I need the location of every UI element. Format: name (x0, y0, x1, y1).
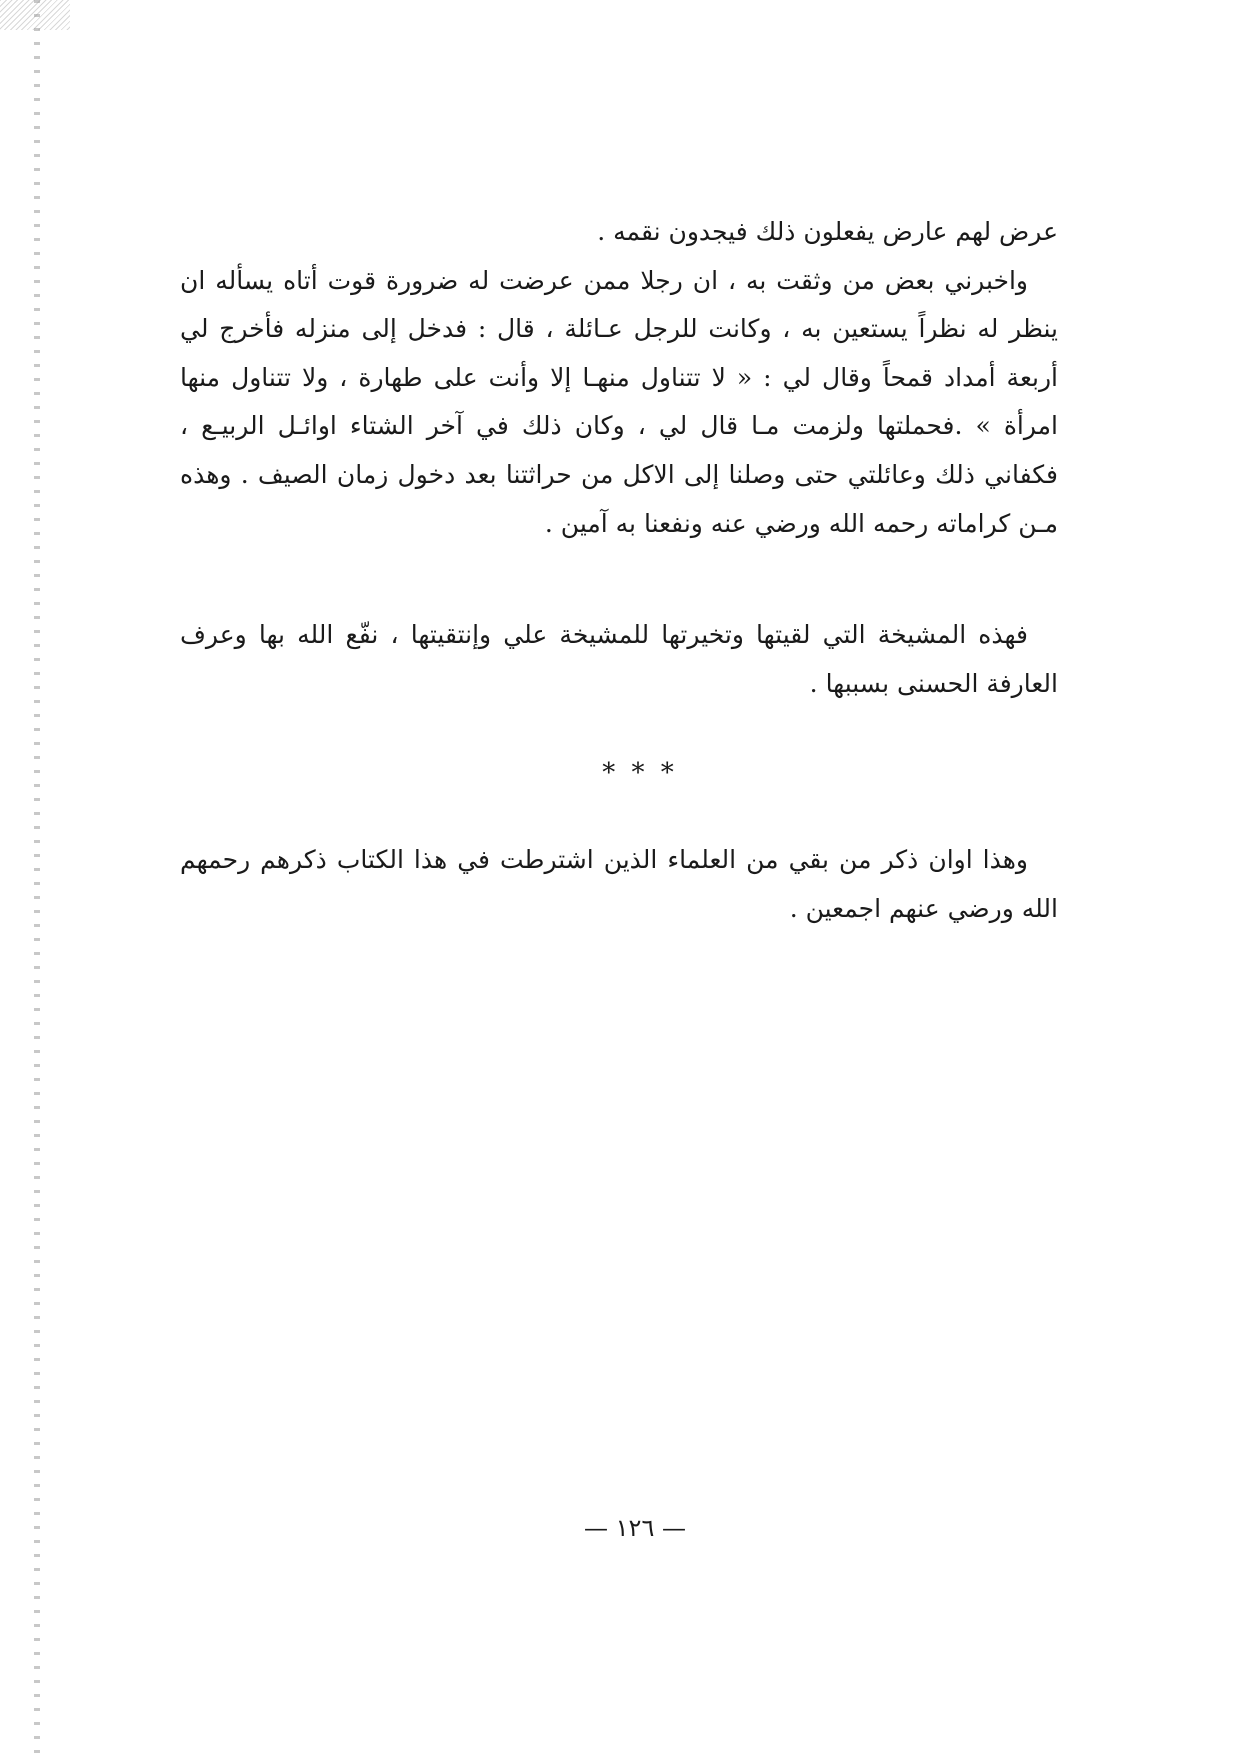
paragraph-next-section: وهذا اوان ذكر من بقي من العلماء الذين اشترطت في هذا الكتاب ذكرهم رحمهم الله ورضي عنهم اجمعين . (180, 845, 1058, 923)
page-number: — ١٢٦ — (584, 1514, 686, 1542)
paragraph-closing: فهذه المشيخة التي لقيتها وتخيرتها للمشيخة علي وإنتقيتها ، نفّع الله بها وعرف العارفة الحسنى بسببها . (180, 620, 1058, 698)
paragraph-continuation: عرض لهم عارض يفعلون ذلك فيجدون نقمه . (597, 217, 1058, 246)
scan-binding-edge (34, 0, 40, 1754)
main-text-block (180, 208, 1058, 548)
next-section-text-block (180, 836, 1058, 933)
closing-text-block (180, 611, 1058, 708)
section-divider: * * * (602, 758, 678, 788)
paragraph-anecdote: واخبرني بعض من وثقت به ، ان رجلا ممن عرضت له ضرورة قوت أتاه يسأله ان ينظر له نظراً يستعين به ، وكانت للرجل عـائلة ، قال : فدخل إلى منزله فأخرج لي أربعة أمداد قمحاً وقال لي : « لا تتناول منهـا إلا وأنت على طهارة ، ولا تتناول منها امرأة » .فحملتها ولزمت مـا قال لي ، وكان ذلك في آخر الشتاء اوائـل الربيـع ، فكفاني ذلك وعائلتي حتى وصلنا إلى الاكل من حراثتنا بعد دخول زمان الصيف . وهذه مـن كراماته رحمه الله ورضي عنه ونفعنا به آمين . (180, 265, 1058, 538)
